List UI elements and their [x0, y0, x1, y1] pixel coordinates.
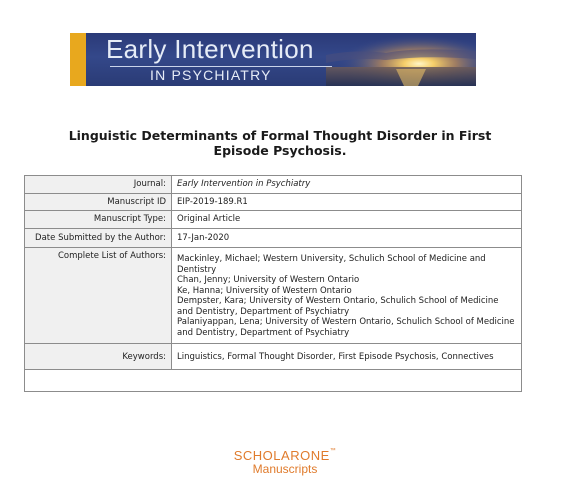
scholarone-brand-text: SCHOLARONE: [233, 448, 330, 463]
date-submitted-value: 17-Jan-2020: [172, 228, 522, 248]
banner-accent-stripe: [70, 33, 86, 86]
table-row: [25, 344, 522, 370]
table-row: [25, 228, 522, 248]
journal-label: Journal:: [25, 176, 172, 194]
table-row: [25, 369, 522, 391]
banner-subtitle: IN PSYCHIATRY: [150, 67, 272, 83]
banner-main: [86, 33, 476, 86]
table-row: [25, 211, 522, 229]
keywords-label: Keywords:: [25, 344, 172, 370]
table-row: [25, 248, 522, 344]
empty-row: [25, 369, 522, 391]
author-entry: Chan, Jenny; University of Western Ontario: [177, 275, 360, 285]
scholarone-logo: [230, 448, 340, 476]
trademark-mark: ™: [329, 448, 337, 454]
author-entry: Ke, Hanna; University of Western Ontario: [177, 285, 352, 296]
manuscript-id-value: EIP-2019-189.R1: [172, 193, 522, 211]
authors-label: Complete List of Authors:: [25, 248, 172, 344]
table-row: [25, 176, 522, 194]
banner-title: Early Intervention: [106, 34, 314, 64]
journal-value: Early Intervention in Psychiatry: [172, 176, 522, 194]
manuscript-metadata-table: [24, 175, 522, 392]
author-entry: Mackinley, Michael; Western University, Schulich School of Medicine and Dentistry: [177, 254, 486, 275]
author-entry: Dempster, Kara; University of Western Ontario, Schulich School of Medicine and Dentistry, Department of Psychiatry: [177, 296, 499, 317]
manuscript-type-label: Manuscript Type:: [25, 211, 172, 229]
sunset-image: [326, 33, 476, 86]
date-submitted-label: Date Submitted by the Author:: [25, 228, 172, 248]
scholarone-subtitle: Manuscripts: [252, 462, 318, 476]
paper-title: Linguistic Determinants of Formal Thought Disorder in First Episode Psychosis.: [68, 128, 492, 158]
authors-value: [172, 248, 522, 344]
manuscript-type-value: Original Article: [172, 211, 522, 229]
manuscript-id-label: Manuscript ID: [25, 193, 172, 211]
keywords-value: Linguistics, Formal Thought Disorder, First Episode Psychosis, Connectives: [172, 344, 522, 370]
table-row: [25, 193, 522, 211]
author-entry: Palaniyappan, Lena; University of Western Ontario, Schulich School of Medicine and Dentistry, Department of Psychiatry: [177, 317, 515, 338]
scholarone-brand: [230, 448, 340, 463]
journal-banner: [70, 33, 476, 86]
